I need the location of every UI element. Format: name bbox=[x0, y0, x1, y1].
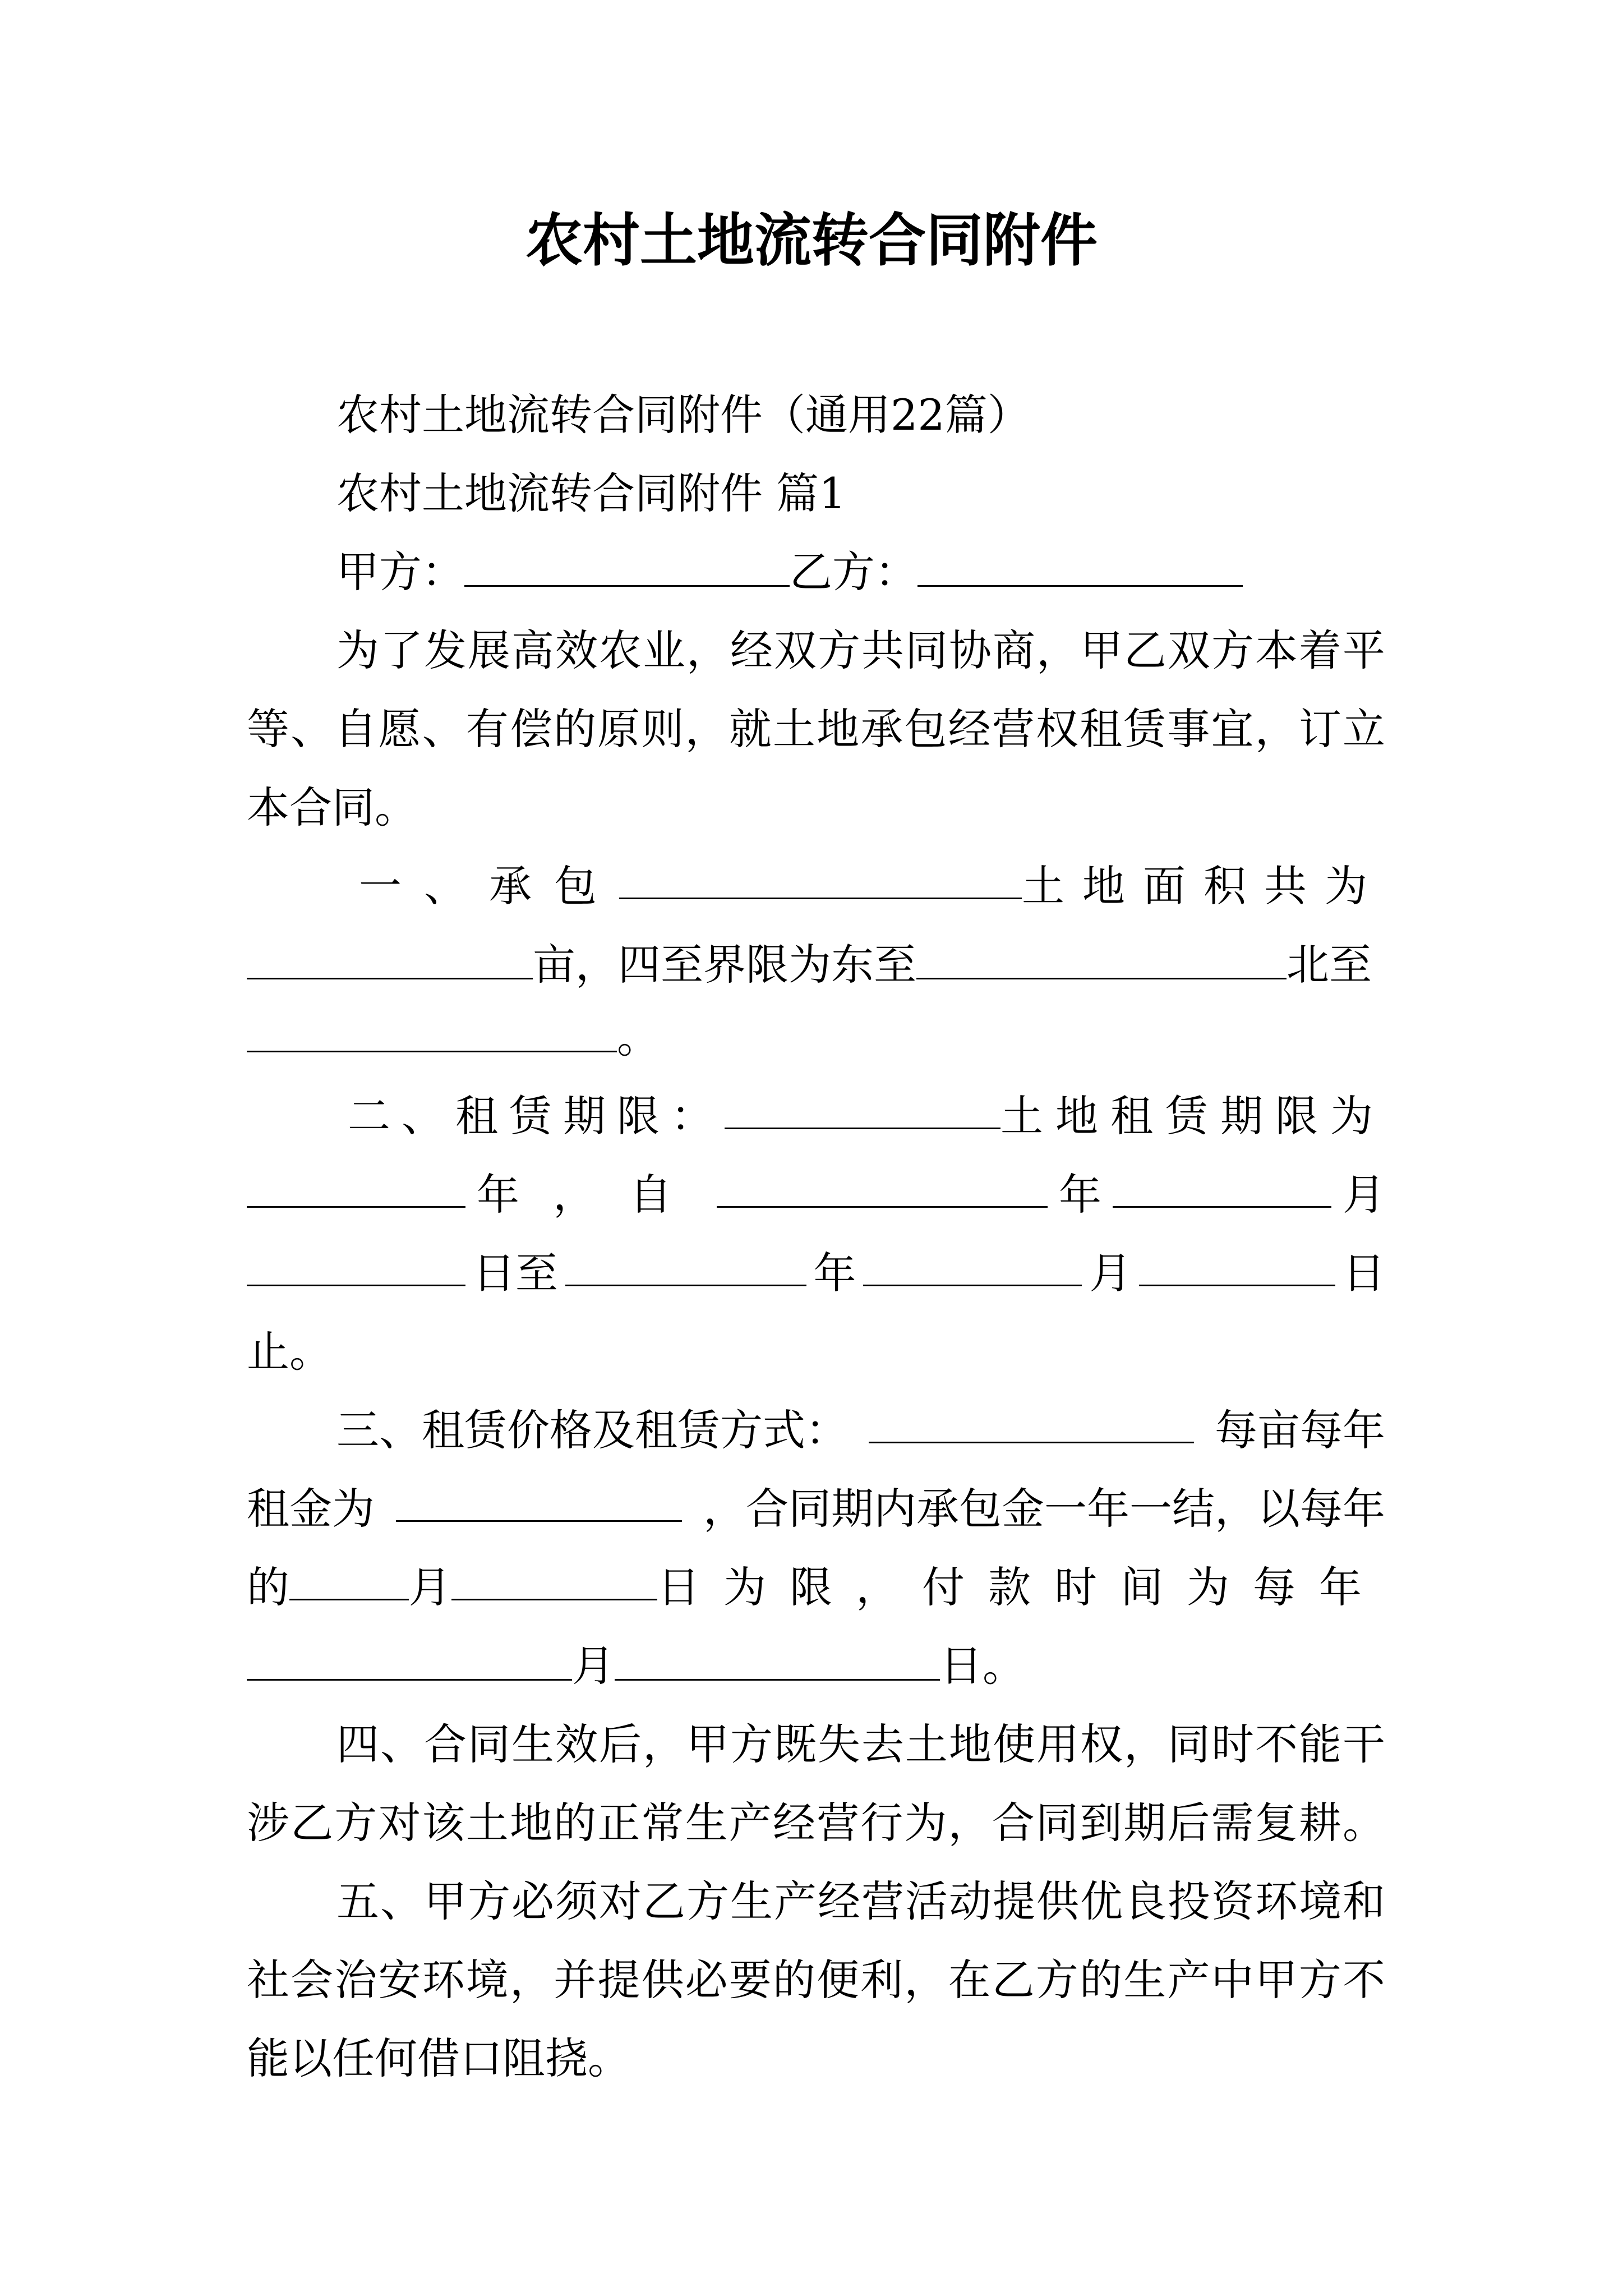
blank-field bbox=[247, 1011, 617, 1052]
blank-field bbox=[869, 1402, 1194, 1443]
blank-field bbox=[451, 1559, 657, 1600]
blank-field bbox=[565, 1245, 806, 1286]
blank-field bbox=[1139, 1245, 1335, 1286]
clause-3-label: 三、租赁价格及租赁方式： bbox=[336, 1405, 848, 1455]
clause-3-line-3 bbox=[247, 1559, 1385, 1616]
clause-text: 月 bbox=[408, 1562, 451, 1612]
clause-2-line-2 bbox=[247, 1167, 1385, 1223]
clause-3-line bbox=[336, 1402, 1385, 1458]
clause-text: 日。 bbox=[940, 1641, 1025, 1691]
clause-text: 土地租赁期限为 bbox=[1000, 1091, 1385, 1141]
subtitle: 农村土地流转合同附件（通用22篇） bbox=[336, 390, 1030, 440]
blank-field bbox=[247, 1167, 465, 1208]
clause-text: 月 bbox=[1343, 1170, 1385, 1220]
clause-text: 北至 bbox=[1287, 940, 1372, 990]
party-a-label: 甲方： bbox=[336, 547, 464, 597]
clause-5-line-2: 社会治安环境，并提供必要的便利，在乙方的生产中甲方不 bbox=[247, 1955, 1385, 2005]
clause-2-label: 二、租赁期限： bbox=[348, 1091, 725, 1141]
clause-5-line-3: 能以任何借口阻挠。 bbox=[247, 2033, 630, 2083]
clause-4-line-2: 涉乙方对该土地的正常生产经营行为，合同到期后需复耕。 bbox=[247, 1798, 1385, 1848]
blank-field bbox=[396, 1481, 682, 1522]
clause-text: 年 bbox=[1059, 1170, 1101, 1220]
party-b-blank bbox=[917, 546, 1243, 587]
document-title: 农村土地流转合同附件 bbox=[525, 208, 1098, 274]
clause-text: 。 bbox=[617, 1013, 660, 1062]
clause-1-label: 一、承包 bbox=[359, 861, 619, 911]
clause-1-line bbox=[359, 858, 1385, 914]
clause-3-line-2 bbox=[247, 1481, 1385, 1537]
clause-text: 的 bbox=[247, 1562, 289, 1612]
blank-field bbox=[289, 1559, 409, 1600]
section-heading: 农村土地流转合同附件 篇1 bbox=[336, 468, 846, 518]
clause-text: 年，自 bbox=[477, 1170, 706, 1220]
blank-field bbox=[247, 1640, 572, 1681]
clause-text: 年 bbox=[813, 1248, 856, 1298]
clause-5-line: 五、甲方必须对乙方生产经营活动提供优良投资环境和 bbox=[336, 1876, 1385, 1926]
clause-text: 土地面积共为 bbox=[1022, 861, 1385, 911]
blank-field bbox=[1113, 1167, 1331, 1208]
clause-4-line: 四、合同生效后，甲方既失去土地使用权，同时不能干 bbox=[336, 1719, 1385, 1769]
blank-field bbox=[619, 858, 1022, 899]
clause-text: 亩，四至界限为东至 bbox=[533, 940, 916, 990]
blank-field bbox=[916, 938, 1287, 979]
blank-field bbox=[863, 1245, 1082, 1286]
paragraph-line: 等、自愿、有偿的原则，就土地承包经营权租赁事宜，订立 bbox=[247, 704, 1385, 754]
party-b-label: 乙方： bbox=[790, 547, 917, 597]
parties-line bbox=[336, 544, 1385, 600]
blank-field bbox=[717, 1167, 1048, 1208]
clause-text: 日 bbox=[1342, 1248, 1385, 1298]
clause-1-line-2 bbox=[247, 937, 1385, 993]
clause-text: 每亩每年 bbox=[1215, 1405, 1385, 1455]
clause-text: ，合同期内承包金一年一结，以每年 bbox=[703, 1484, 1385, 1534]
blank-field bbox=[725, 1088, 1000, 1129]
clause-1-line-3 bbox=[247, 1010, 1385, 1066]
blank-field bbox=[247, 938, 533, 979]
blank-field bbox=[247, 1245, 465, 1286]
party-a-blank bbox=[464, 546, 790, 587]
clause-2-line-3 bbox=[247, 1245, 1385, 1301]
clause-3-line-4 bbox=[247, 1638, 1385, 1694]
clause-2-line-4: 止。 bbox=[247, 1327, 332, 1377]
clause-2-line bbox=[348, 1088, 1385, 1144]
paragraph-line: 为了发展高效农业，经双方共同协商，甲乙双方本着平 bbox=[336, 625, 1385, 675]
clause-text: 租金为 bbox=[247, 1484, 375, 1534]
clause-text: 月 bbox=[1089, 1248, 1132, 1298]
clause-text: 日至 bbox=[472, 1248, 558, 1298]
blank-field bbox=[615, 1640, 940, 1681]
clause-text: 日为限，付款时间为每年 bbox=[657, 1562, 1385, 1612]
clause-text: 月 bbox=[572, 1641, 615, 1691]
paragraph-line: 本合同。 bbox=[247, 783, 417, 832]
